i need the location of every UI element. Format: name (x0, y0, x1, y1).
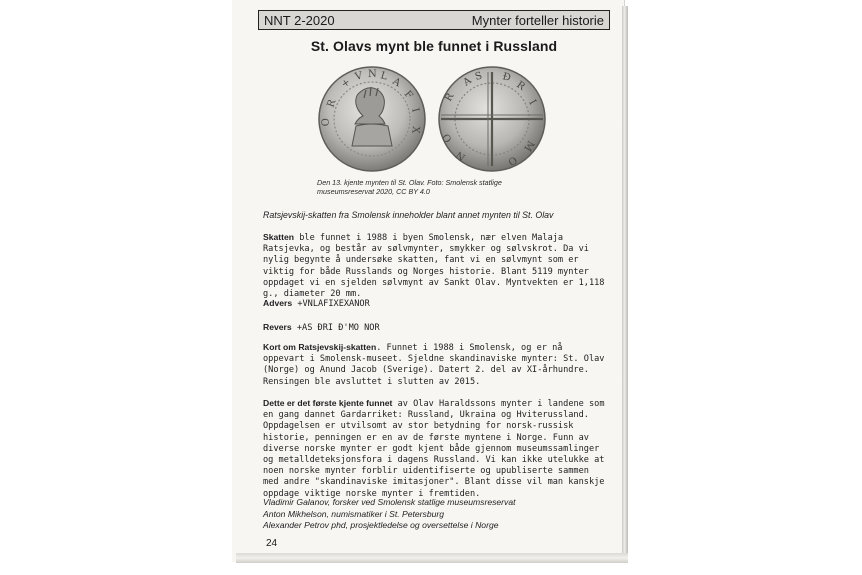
paragraph-body: ble funnet i 1988 i byen Smolensk, nær elven Malaja Ratsjevka, og består av sølvmynter, smykker og sølvskrot. Da vi nylig begynte å undersøke skatten, fant vi en sølvmynt som er viktig for både Russlands og Norges historie. Blant 5119 mynter oppdaget vi en sjelden sølvmynt av Sankt Olav. Myntvekten er 1,118 g., diameter 20 mm. (263, 233, 605, 300)
page-edge-right (622, 6, 628, 562)
svg-text:O: O (320, 117, 332, 127)
svg-text:I: I (526, 98, 538, 107)
svg-text:A: A (390, 76, 403, 90)
paragraph-lead: Revers (263, 322, 292, 332)
paragraph-skatten (263, 232, 608, 300)
paragraph-body: +AS ÐRI Ð'MO NOR (291, 323, 380, 333)
article-title: St. Olavs mynt ble funnet i Russland (310, 38, 558, 54)
author-list (263, 497, 608, 532)
header-issue: NNT 2-2020 (264, 12, 335, 28)
svg-text:R: R (443, 91, 457, 104)
svg-text:X: X (409, 125, 421, 134)
photo-caption: Den 13. kjente mynten til St. Olav. Foto: Smolensk statlige museumsreservat 2020, CC BY 4.0 (317, 178, 502, 196)
coin-reverse-cross-icon (436, 64, 548, 174)
paragraph-lead: Dette er det første kjente funnet (263, 398, 393, 408)
svg-text:O: O (505, 153, 519, 168)
author-line: Alexander Petrov phd, prosjektledelse og oversettelse i Norge (263, 520, 499, 530)
svg-text:+: + (339, 76, 353, 91)
svg-text:N: N (454, 148, 468, 163)
svg-text:R: R (514, 79, 527, 93)
paragraph-lead: Advers (263, 298, 293, 308)
article-intro: Ratsjevskij-skatten fra Smolensk inneholder blant annet mynten til St. Olav (263, 210, 554, 220)
page-header (258, 10, 610, 30)
paragraph-body: +VNLAFIXEXANOR (292, 299, 370, 309)
svg-text:O: O (440, 131, 455, 144)
svg-text:V: V (353, 70, 364, 83)
paragraph-lead: Skatten (263, 232, 295, 242)
paragraph-lead: Kort om Ratsjevskij-skatten (263, 342, 377, 352)
svg-text:N: N (368, 69, 377, 80)
page-number: 24 (266, 538, 278, 549)
header-section: Mynter forteller historie (471, 12, 604, 28)
svg-text:M: M (521, 138, 536, 153)
paragraph-advers (263, 298, 608, 310)
svg-text:R: R (325, 98, 339, 110)
paragraph-kort-om (263, 342, 608, 388)
page-edge-bottom (236, 553, 628, 563)
paragraph-revers (263, 322, 608, 334)
paragraph-body: . Funnet i 1988 i Smolensk, og er nå oppevart i Smolensk-museet. Sjeldne skandinaviske mynter: St. Olav (Norge) og Anund Jacob (Sverige). Datert 2. del av XI-århundre. Rensingen ble avsluttet i slutten av 2015. (263, 343, 605, 387)
paragraph-body: av Olav Haraldssons mynter i landene som en gang dannet Gardarriket: Russland, Ukraina og Hviterussland. Oppdagelsen er utvilsomt av stor betydning for norsk-russisk historie, penningen er en av de første myntene i Norge. Funn av diverse norske mynter er godt kjent både gjennom museumssamlinger og metalldeteksjonsfora i dagens Russland. Vi kan ikke utelukke at noen norske mynter forblir uidentifiserte og upubliserte sammen med andre "skandinaviske imitasjoner". Blant disse vil man kanskje oppdage viktige norske mynter i fremtiden. (263, 399, 605, 499)
paragraph-forste-funnet (263, 398, 608, 500)
svg-text:L: L (379, 70, 389, 83)
author-line: Anton Mikhelson, numismatiker i St. Petersburg (263, 508, 445, 519)
svg-text:A: A (461, 75, 474, 89)
coin-obverse-portrait-icon (316, 64, 428, 174)
svg-text:I: I (409, 106, 421, 114)
svg-text:Ð: Ð (501, 71, 512, 84)
svg-text:F: F (401, 88, 415, 102)
scan-background-left (0, 0, 228, 575)
svg-text:S: S (473, 70, 484, 83)
author-line: Vladimir Galanov, forsker ved Smolensk statlige museumsreservat (263, 497, 516, 507)
